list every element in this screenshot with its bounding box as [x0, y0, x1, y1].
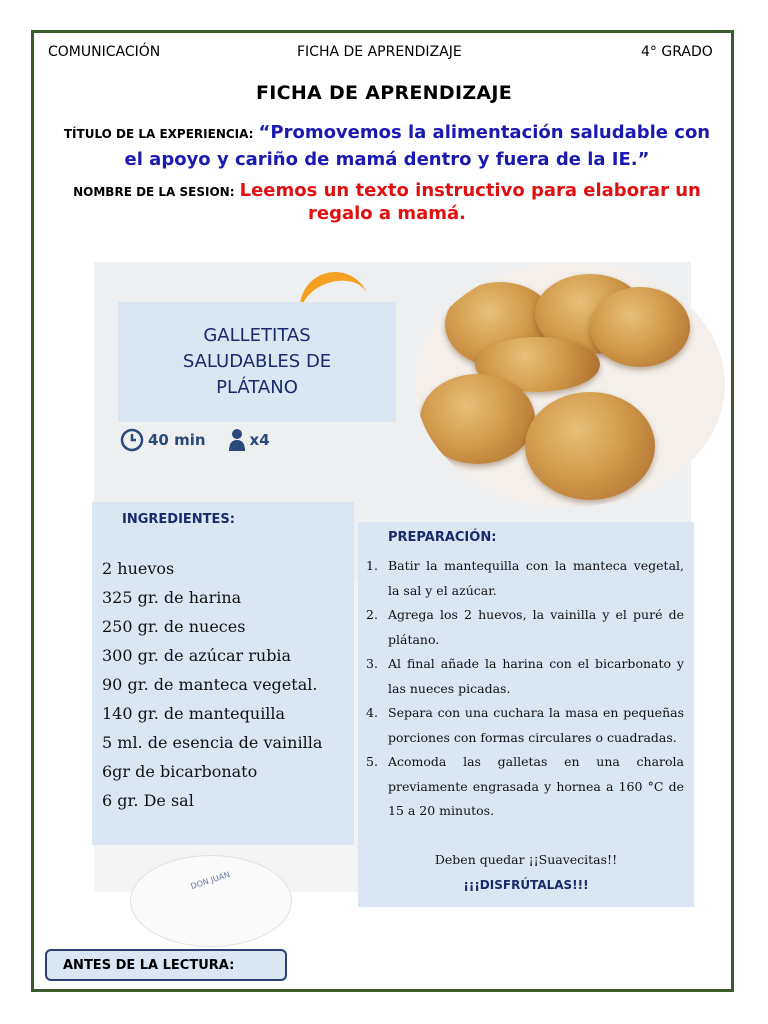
step-number: 1.	[366, 558, 378, 573]
cookie	[420, 374, 535, 464]
ingredients-title: INGREDIENTES:	[122, 512, 235, 527]
header-subject: COMUNICACIÓN	[48, 44, 161, 60]
experience-line	[52, 120, 722, 173]
experience-title: “Promovemos la alimentación saludable con el apoyo y cariño de mamá dentro y fuera de la IE.”	[124, 122, 711, 170]
before-reading-button[interactable]: ANTES DE LA LECTURA:	[45, 949, 287, 981]
step-number: 2.	[366, 607, 378, 622]
step-text: Batir la mantequilla con la manteca vegetal, la sal y el azúcar.	[388, 558, 684, 598]
recipe-meta	[120, 428, 270, 452]
step-text: Acomoda las galletas en una charola previamente engrasada y hornea a 160 °C de 15 a 20 minutos.	[388, 754, 684, 818]
enjoy-text: ¡¡¡DISFRÚTALAS!!!	[463, 878, 589, 892]
preparation-steps	[366, 554, 684, 824]
recipe-title-box	[118, 302, 396, 422]
ingredient-item: 2 huevos	[102, 559, 175, 578]
ingredient-item: 5 ml. de esencia de vainilla	[102, 733, 323, 752]
clock-icon	[120, 428, 144, 452]
step-text: Agrega los 2 huevos, la vainilla y el puré de plátano.	[388, 607, 684, 647]
person-icon	[228, 428, 246, 452]
ingredient-item: 6gr de bicarbonato	[102, 762, 258, 781]
ingredient-item: 250 gr. de nueces	[102, 617, 246, 636]
preparation-title: PREPARACIÓN:	[388, 530, 497, 545]
header-document-type: FICHA DE APRENDIZAJE	[297, 44, 462, 60]
servings-info	[228, 428, 270, 452]
bowl-image	[130, 855, 292, 947]
experience-label: TÍTULO DE LA EXPERIENCIA:	[63, 127, 254, 141]
step-text: Separa con una cuchara la masa en pequeñas porciones con formas circulares o cuadradas.	[388, 705, 684, 745]
header-grade: 4° GRADO	[641, 44, 713, 60]
ingredient-item: 140 gr. de mantequilla	[102, 704, 286, 723]
ingredient-item: 325 gr. de harina	[102, 588, 242, 607]
step-number: 4.	[366, 705, 378, 720]
cookie	[525, 392, 655, 500]
preparation-note: Deben quedar ¡¡Suavecitas!!	[434, 852, 618, 867]
step-number: 5.	[366, 754, 378, 769]
time-value: 40 min	[148, 431, 206, 449]
step-item	[366, 701, 684, 750]
bowl-label: DON JUAN	[189, 869, 232, 892]
ingredients-box	[92, 502, 354, 845]
preparation-box	[358, 522, 694, 907]
page-title: FICHA DE APRENDIZAJE	[255, 82, 513, 104]
ingredients-list	[102, 554, 322, 815]
ingredient-item: 90 gr. de manteca vegetal.	[102, 675, 318, 694]
time-info	[120, 428, 206, 452]
ingredient-item: 300 gr. de azúcar rubia	[102, 646, 292, 665]
cookies-photo	[415, 262, 725, 507]
step-item	[366, 750, 684, 824]
cookie	[590, 287, 690, 367]
step-item	[366, 603, 684, 652]
session-title: Leemos un texto instructivo para elaborar un regalo a mamá.	[239, 180, 701, 224]
step-item	[366, 554, 684, 603]
session-line	[52, 180, 722, 225]
servings-value: x4	[249, 431, 270, 449]
step-number: 3.	[366, 656, 378, 671]
step-item	[366, 652, 684, 701]
recipe-title: GALLETITAS SALUDABLES DE PLÁTANO	[182, 325, 332, 398]
ingredient-item: 6 gr. De sal	[102, 791, 194, 810]
session-label: NOMBRE DE LA SESION:	[73, 185, 235, 199]
step-text: Al final añade la harina con el bicarbonato y las nueces picadas.	[388, 656, 684, 696]
